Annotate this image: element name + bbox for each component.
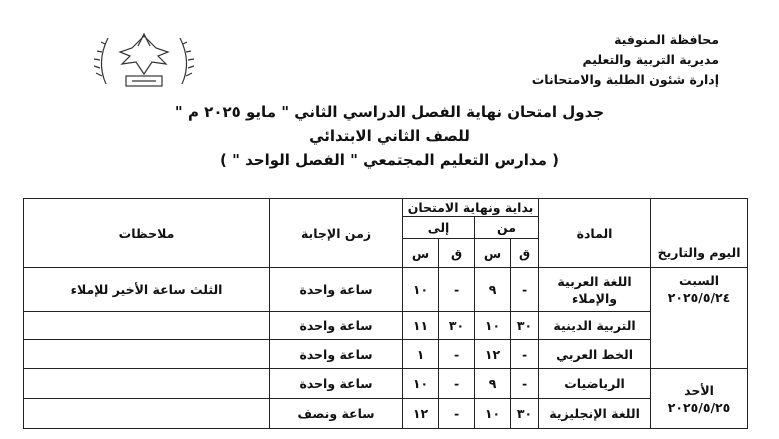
subject-cell: التربية الدينية [539,312,651,340]
from-minute-cell: - [511,268,539,312]
notes-cell: الثلث ساعة الأخير للإملاء [24,268,270,312]
subject-cell: الخط العربي [539,340,651,369]
day-cell [651,369,748,429]
table-row [24,312,748,340]
to-minute-cell: - [439,268,475,312]
duration-cell: ساعة واحدة [270,340,403,369]
to-hour-cell: ١١ [403,312,439,340]
from-hour-header: س [475,239,511,268]
exam-time-header: بداية ونهاية الامتحان [403,199,539,217]
to-hour-cell: ١٠ [403,268,439,312]
to-minute-cell: - [439,340,475,369]
duration-cell: ساعة واحدة [270,312,403,340]
to-minute-cell: - [439,399,475,429]
day-date: ٢٠٢٥/٥/٢٤ [667,290,731,305]
directorate-label: مديرية التربية والتعليم [582,52,719,67]
header-row [24,199,748,217]
day-name: الأحد [684,382,714,398]
duration-header: زمن الإجابة [270,199,403,268]
from-hour-cell: ١٠ [475,312,511,340]
table-row [24,369,748,399]
to-hour-cell: ١٠ [403,369,439,399]
subject-cell: الرياضيات [539,369,651,399]
grade-title: للصف الثاني الابتدائي [309,127,470,145]
to-minute-cell: - [439,369,475,399]
exam-schedule-table [23,198,748,429]
exam-titles [0,100,779,172]
to-minute-cell: ٣٠ [439,312,475,340]
governorate-label: محافظة المنوفية [614,32,719,47]
from-minute-cell: ٣٠ [511,399,539,429]
department-label: إدارة شئون الطلبة والامتحانات [531,72,719,87]
table-row [24,399,748,429]
table-row [24,340,748,369]
duration-cell: ساعة ونصف [270,399,403,429]
from-hour-cell: ١٠ [475,399,511,429]
notes-header: ملاحظات [24,199,270,268]
day-cell [651,268,748,369]
from-hour-cell: ١٢ [475,340,511,369]
from-minute-cell: ٣٠ [511,312,539,340]
to-hour-header: س [403,239,439,268]
from-minute-header: ق [511,239,539,268]
subject-header: المادة [539,199,651,268]
notes-cell [24,312,270,340]
table-row [24,268,748,312]
from-hour-cell: ٩ [475,369,511,399]
subject-cell: اللغة الإنجليزية [539,399,651,429]
from-minute-cell: - [511,369,539,399]
from-hour-cell: ٩ [475,268,511,312]
to-hour-cell: ١ [403,340,439,369]
to-hour-cell: ١٢ [403,399,439,429]
from-minute-cell: - [511,340,539,369]
duration-cell: ساعة واحدة [270,369,403,399]
day-date: ٢٠٢٥/٥/٢٥ [667,399,731,415]
duration-cell: ساعة واحدة [270,268,403,312]
day-name: السبت [679,273,720,288]
directorate-header [532,30,719,90]
notes-cell [24,340,270,369]
from-header: من [475,217,539,239]
schedule-title: جدول امتحان نهاية الفصل الدراسي الثاني " مايو ٢٠٢٥ م " [174,103,605,121]
notes-cell [24,369,270,399]
day-date-header: اليوم والتاريخ [651,199,748,268]
to-header: إلى [403,217,475,239]
to-minute-header: ق [439,239,475,268]
notes-cell [24,399,270,429]
subject-cell: اللغة العربية والإملاء [539,268,651,312]
schools-title: ( مدارس التعليم المجتمعي " الفصل الواحد " ) [220,151,559,169]
eagle-emblem-icon [92,26,196,96]
